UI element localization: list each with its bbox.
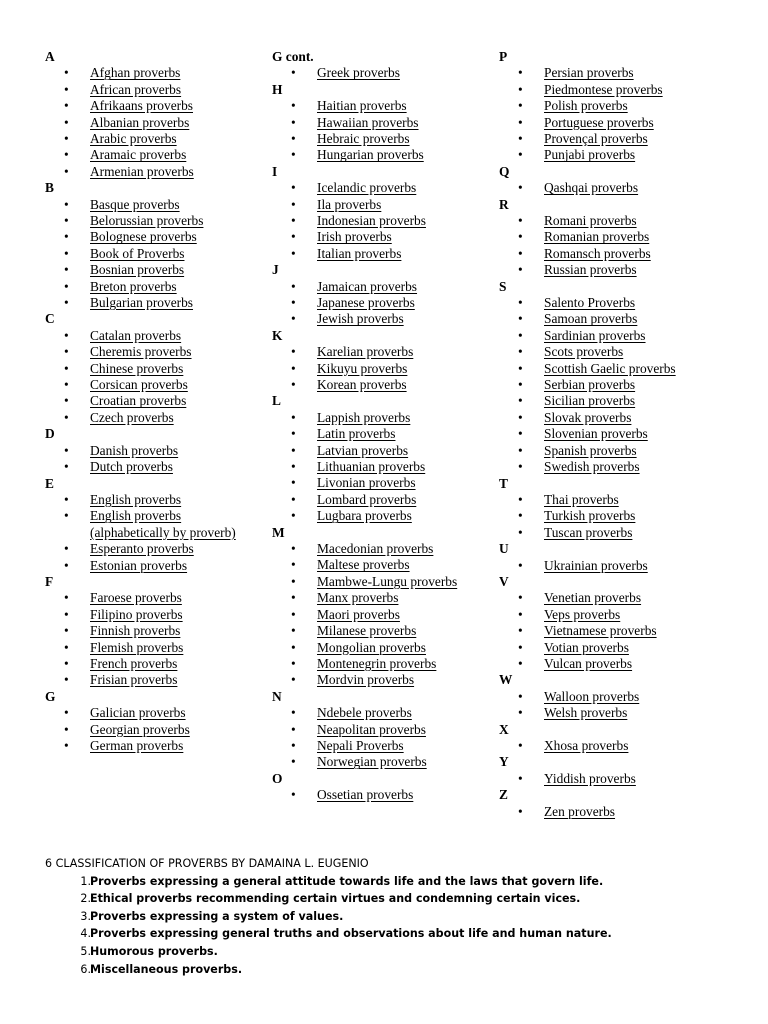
list-item [272,590,487,606]
list-item [499,98,739,114]
proverb-link[interactable]: Karelian proverbs [317,344,414,360]
list-item [45,410,260,426]
proverb-link-list [272,541,487,689]
classification-item [45,908,745,926]
list-item [272,311,487,327]
list-item [499,590,739,606]
proverb-link[interactable]: English proverbs [90,491,182,507]
section-letter: H [272,81,283,97]
proverb-link[interactable]: Vietnamese proverbs [544,623,657,639]
proverb-link[interactable]: Montenegrin proverbs [317,655,437,671]
proverb-link-list [272,180,487,262]
list-item [45,65,260,81]
proverb-link[interactable]: Dutch proverbs [90,459,173,475]
section-letter: J [272,262,279,278]
proverb-link[interactable]: Esperanto proverbs [90,541,194,557]
section-letter: G [45,688,56,704]
proverb-link[interactable]: Walloon proverbs [544,688,640,704]
proverb-link-list [272,787,487,803]
proverb-link[interactable]: Romanian proverbs [544,229,650,245]
list-item [499,525,739,541]
list-item [272,705,487,721]
list-item [45,508,260,541]
item-number: 5. [80,944,91,958]
proverb-link[interactable]: Frisian proverbs [90,672,178,688]
list-item [272,65,487,81]
proverb-link-list [499,804,739,820]
proverb-link[interactable]: Afghan proverbs [90,65,181,81]
proverb-link-list [499,180,739,196]
list-item [45,197,260,213]
proverb-link[interactable]: Bolognese proverbs [90,229,197,245]
proverb-link[interactable]: Vulcan proverbs [544,655,633,671]
proverb-link[interactable]: Maltese proverbs [317,557,410,573]
list-item [499,213,739,229]
list-item [499,393,739,409]
proverb-link[interactable]: Albanian proverbs [90,114,190,130]
list-item [499,558,739,574]
proverb-link[interactable]: African proverbs [90,81,182,97]
proverb-link[interactable]: Lappish proverbs [317,409,411,425]
proverb-link[interactable]: Greek proverbs [317,65,400,81]
proverb-link[interactable]: Galician proverbs [90,705,186,721]
list-item [272,197,487,213]
proverb-link[interactable]: Slovenian proverbs [544,426,648,442]
proverb-link[interactable]: Thai proverbs [544,491,619,507]
proverb-link[interactable]: Scottish Gaelic proverbs [544,360,676,376]
list-item [45,541,260,557]
proverb-link[interactable]: Lugbara proverbs [317,508,412,524]
proverb-link[interactable]: Catalan proverbs [90,327,182,343]
proverb-link[interactable]: Latvian proverbs [317,442,409,458]
list-item [499,508,739,524]
list-item [45,705,260,721]
section-letter: P [499,49,508,64]
list-item [45,558,260,574]
classification-item [45,925,745,943]
proverb-link[interactable]: Swedish proverbs [544,459,640,475]
item-number: 4. [80,927,91,941]
list-item [499,656,739,672]
proverb-link-list [272,65,487,81]
section-letter: L [272,393,281,409]
list-item [272,492,487,508]
classification-item [45,873,745,891]
list-item [45,279,260,295]
proverb-link[interactable]: Nepali Proverbs [317,737,404,753]
list-item [499,361,739,377]
proverb-link[interactable]: Qashqai proverbs [544,180,639,196]
list-item [45,213,260,229]
classification-item [45,943,745,961]
list-item [499,689,739,705]
list-item [45,590,260,606]
list-item [272,426,487,442]
proverb-link[interactable]: Hawaiian proverbs [317,114,419,130]
item-number: 1. [80,874,91,888]
proverb-link[interactable]: Estonian proverbs [90,557,188,573]
list-item [272,475,487,491]
section-letter: V [499,573,509,589]
proverb-link[interactable]: Zen proverbs [544,803,616,819]
item-number: 6. [80,962,91,976]
proverb-link[interactable]: Welsh proverbs [544,705,628,721]
proverb-link[interactable]: Persian proverbs [544,65,634,81]
section-letter: E [45,475,54,491]
proverb-link-list [499,295,739,475]
list-item [499,311,739,327]
proverb-link[interactable]: Finnish proverbs [90,623,181,639]
list-item [45,361,260,377]
list-item [45,98,260,114]
proverb-link[interactable]: Polish proverbs [544,98,628,114]
list-item [45,328,260,344]
section-letter: M [272,524,285,540]
list-item [499,229,739,245]
list-item [272,672,487,688]
list-item [272,459,487,475]
proverb-link[interactable]: Bulgarian proverbs [90,295,194,311]
list-item [499,147,739,163]
proverb-link-list [272,705,487,771]
proverb-link[interactable]: Samoan proverbs [544,311,638,327]
list-item [499,246,739,262]
proverb-link-list [499,689,739,722]
list-item [272,361,487,377]
list-item [499,131,739,147]
item-text: Humorous proverbs. [90,944,218,958]
list-item [499,738,739,754]
list-item [45,393,260,409]
proverb-link[interactable]: Armenian proverbs [90,163,194,179]
proverb-link[interactable]: Milanese proverbs [317,623,417,639]
proverb-link[interactable]: Romansch proverbs [544,245,651,261]
list-item [45,115,260,131]
proverb-link[interactable]: Filipino proverbs [90,606,183,622]
proverb-link[interactable]: Flemish proverbs [90,639,184,655]
list-item [45,623,260,639]
list-item [45,672,260,688]
proverb-link[interactable]: Lithuanian proverbs [317,459,426,475]
proverb-link[interactable]: Afrikaans proverbs [90,98,193,114]
list-item [499,804,739,820]
proverb-link[interactable]: Croatian proverbs [90,393,187,409]
list-item [499,295,739,311]
proverb-link[interactable]: Spanish proverbs [544,442,637,458]
proverb-link[interactable]: Manx proverbs [317,590,399,606]
proverb-link[interactable]: Mordvin proverbs [317,672,415,688]
list-item [499,426,739,442]
list-item [272,213,487,229]
list-item [272,623,487,639]
proverb-link-list [45,705,260,754]
proverb-link[interactable]: English proverbs (alphabetically by proverb) [90,508,236,540]
index-column-2 [272,49,487,804]
list-item [499,705,739,721]
index-column-3 [499,49,739,820]
proverb-link[interactable]: Breton proverbs [90,278,177,294]
proverb-link[interactable]: Ukrainian proverbs [544,557,648,573]
proverb-link[interactable]: Russian proverbs [544,262,637,278]
proverb-link-list [499,65,739,163]
proverb-link[interactable]: Slovak proverbs [544,409,632,425]
list-item [45,459,260,475]
proverb-link-list [272,279,487,328]
proverb-link-list [499,771,739,787]
list-item [45,607,260,623]
proverb-link[interactable]: Hungarian proverbs [317,147,424,163]
section-letter: Z [499,787,508,803]
list-item [499,180,739,196]
proverb-link-list [45,197,260,312]
section-letter: X [499,721,509,737]
list-item [499,65,739,81]
proverb-link[interactable]: Tuscan proverbs [544,524,633,540]
proverb-link[interactable]: Hebraic proverbs [317,131,410,146]
proverb-link[interactable]: Votian proverbs [544,639,629,655]
list-item [272,229,487,245]
classification-item [45,961,745,979]
proverb-link-list [499,590,739,672]
proverb-link[interactable]: Sicilian proverbs [544,393,636,409]
list-item [499,607,739,623]
list-item [272,279,487,295]
proverb-link[interactable]: Corsican proverbs [90,377,188,393]
proverb-link[interactable]: Belorussian proverbs [90,213,204,229]
list-item [499,459,739,475]
list-item [272,131,487,147]
list-item [45,229,260,245]
proverb-link[interactable]: Japanese proverbs [317,295,415,311]
proverb-link[interactable]: Basque proverbs [90,196,180,212]
proverb-link-list [45,65,260,180]
list-item [272,738,487,754]
list-item [45,656,260,672]
list-item [45,344,260,360]
list-item [499,771,739,787]
item-text: Ethical proverbs recommending certain virtues and condemning certain vices. [90,892,581,906]
list-item [499,377,739,393]
proverb-link[interactable]: Provençal proverbs [544,131,648,147]
list-item [45,492,260,508]
proverb-link[interactable]: Georgian proverbs [90,721,190,737]
list-item [499,623,739,639]
proverb-link[interactable]: Maori proverbs [317,606,400,622]
item-number: 3. [80,909,91,923]
list-item [499,344,739,360]
list-item [272,754,487,770]
proverb-link[interactable]: Scots proverbs [544,344,624,360]
proverb-link[interactable]: Macedonian proverbs [317,541,434,557]
section-letter: B [45,180,54,196]
proverb-link[interactable]: Cheremis proverbs [90,344,192,360]
proverb-link[interactable]: Korean proverbs [317,377,407,393]
section-letter: U [499,541,509,557]
section-letter: T [499,475,508,491]
proverb-link[interactable]: Xhosa proverbs [544,737,629,753]
proverb-link-list [499,492,739,541]
proverb-link[interactable]: Ila proverbs [317,196,382,212]
list-item [45,722,260,738]
list-item [45,164,260,180]
list-item [45,640,260,656]
item-number: 2. [80,892,91,906]
proverb-link[interactable]: Veps proverbs [544,606,621,622]
proverb-link-list [272,344,487,393]
proverb-link[interactable]: Serbian proverbs [544,377,636,393]
proverb-link[interactable]: Salento Proverbs [544,295,636,311]
proverb-link[interactable]: Piedmontese proverbs [544,81,663,97]
proverb-link[interactable]: Jamaican proverbs [317,278,418,294]
section-letter: I [272,163,278,179]
section-letter: Y [499,754,509,770]
list-item [272,115,487,131]
section-letter: N [272,688,282,704]
list-item [272,443,487,459]
proverb-link[interactable]: Venetian proverbs [544,590,642,606]
classification-list [45,873,745,979]
item-text: Proverbs expressing a general attitude towards life and the laws that govern life. [90,874,604,888]
proverb-link[interactable]: Haitian proverbs [317,98,407,114]
list-item [272,344,487,360]
section-letter: G cont. [272,49,314,64]
proverb-link[interactable]: Icelandic proverbs [317,180,417,196]
section-letter: O [272,770,283,786]
list-item [272,147,487,163]
section-letter: R [499,196,509,212]
proverb-link[interactable]: Book of Proverbs [90,245,185,261]
list-item [272,787,487,803]
proverb-link[interactable]: Latin proverbs [317,426,396,442]
list-item [45,82,260,98]
list-item [272,246,487,262]
proverb-link[interactable]: Mambwe-Lungu proverbs [317,573,458,589]
list-item [272,410,487,426]
proverb-link[interactable]: German proverbs [90,737,184,753]
list-item [45,147,260,163]
proverb-link[interactable]: Czech proverbs [90,409,174,425]
proverb-link[interactable]: Indonesian proverbs [317,213,426,229]
proverb-link[interactable]: Romani proverbs [544,213,637,229]
item-text: Miscellaneous proverbs. [90,962,243,976]
list-item [499,640,739,656]
proverb-link[interactable]: Yiddish proverbs [544,770,636,786]
proverb-link[interactable]: Ndebele proverbs [317,705,412,721]
list-item [272,656,487,672]
proverb-link[interactable]: Kikuyu proverbs [317,360,408,376]
proverb-link[interactable]: Lombard proverbs [317,491,417,507]
list-item [45,443,260,459]
list-item [272,574,487,590]
list-item [272,607,487,623]
section-letter: F [45,573,54,589]
proverb-link[interactable]: Livonian proverbs [317,475,416,491]
section-letter: S [499,278,507,294]
proverb-link[interactable]: Sardinian proverbs [544,327,646,343]
proverb-link-list [272,98,487,164]
section-letter: K [272,327,283,343]
item-text: Proverbs expressing general truths and observations about life and human nature. [90,927,612,941]
proverb-link-list [45,443,260,476]
proverb-link[interactable]: Ossetian proverbs [317,787,414,803]
list-item [499,262,739,278]
list-item [272,377,487,393]
proverb-link[interactable]: Turkish proverbs [544,508,636,524]
list-item [272,98,487,114]
section-letter: Q [499,163,510,179]
section-letter: W [499,672,513,688]
list-item [272,508,487,524]
classification-section [45,855,745,978]
proverb-link[interactable]: Italian proverbs [317,245,402,261]
list-item [499,328,739,344]
proverb-link-list [499,213,739,279]
list-item [499,115,739,131]
list-item [45,262,260,278]
proverb-link-list [272,410,487,525]
proverb-link[interactable]: Norwegian proverbs [317,754,427,770]
proverb-link[interactable]: Jewish proverbs [317,311,404,327]
index-column-1 [45,49,260,754]
proverb-link[interactable]: Portuguese proverbs [544,114,654,130]
proverb-link[interactable]: Mongolian proverbs [317,639,426,655]
list-item [499,410,739,426]
item-text: Proverbs expressing a system of values. [90,909,344,923]
list-item [499,492,739,508]
proverb-link[interactable]: Danish proverbs [90,442,179,458]
list-item [45,246,260,262]
list-item [272,180,487,196]
proverb-link[interactable]: Neapolitan proverbs [317,721,426,737]
proverb-link[interactable]: Punjabi proverbs [544,147,636,163]
proverb-link[interactable]: Chinese proverbs [90,360,184,376]
proverb-link-list [45,328,260,426]
list-item [272,722,487,738]
section-letter: D [45,426,55,442]
list-item [499,82,739,98]
section-letter: A [45,49,55,64]
list-item [45,738,260,754]
proverb-link[interactable]: Aramaic proverbs [90,147,187,163]
proverb-link[interactable]: Arabic proverbs [90,131,177,147]
proverb-link-list [45,590,260,688]
proverb-link[interactable]: French proverbs [90,655,178,671]
list-item [272,640,487,656]
proverb-link[interactable]: Irish proverbs [317,229,392,245]
proverb-link[interactable]: Faroese proverbs [90,590,182,606]
list-item [272,541,487,557]
list-item [45,295,260,311]
list-item [45,377,260,393]
proverb-link-list [499,738,739,754]
proverb-link-list [45,492,260,574]
classification-item [45,890,745,908]
list-item [45,131,260,147]
proverb-link-list [499,558,739,574]
list-item [272,295,487,311]
list-item [499,443,739,459]
proverb-link[interactable]: Bosnian proverbs [90,262,185,278]
classification-title: 6 CLASSIFICATION OF PROVERBS BY DAMAINA L. EUGENIO [45,857,369,870]
section-letter: C [45,311,55,327]
list-item [272,557,487,573]
